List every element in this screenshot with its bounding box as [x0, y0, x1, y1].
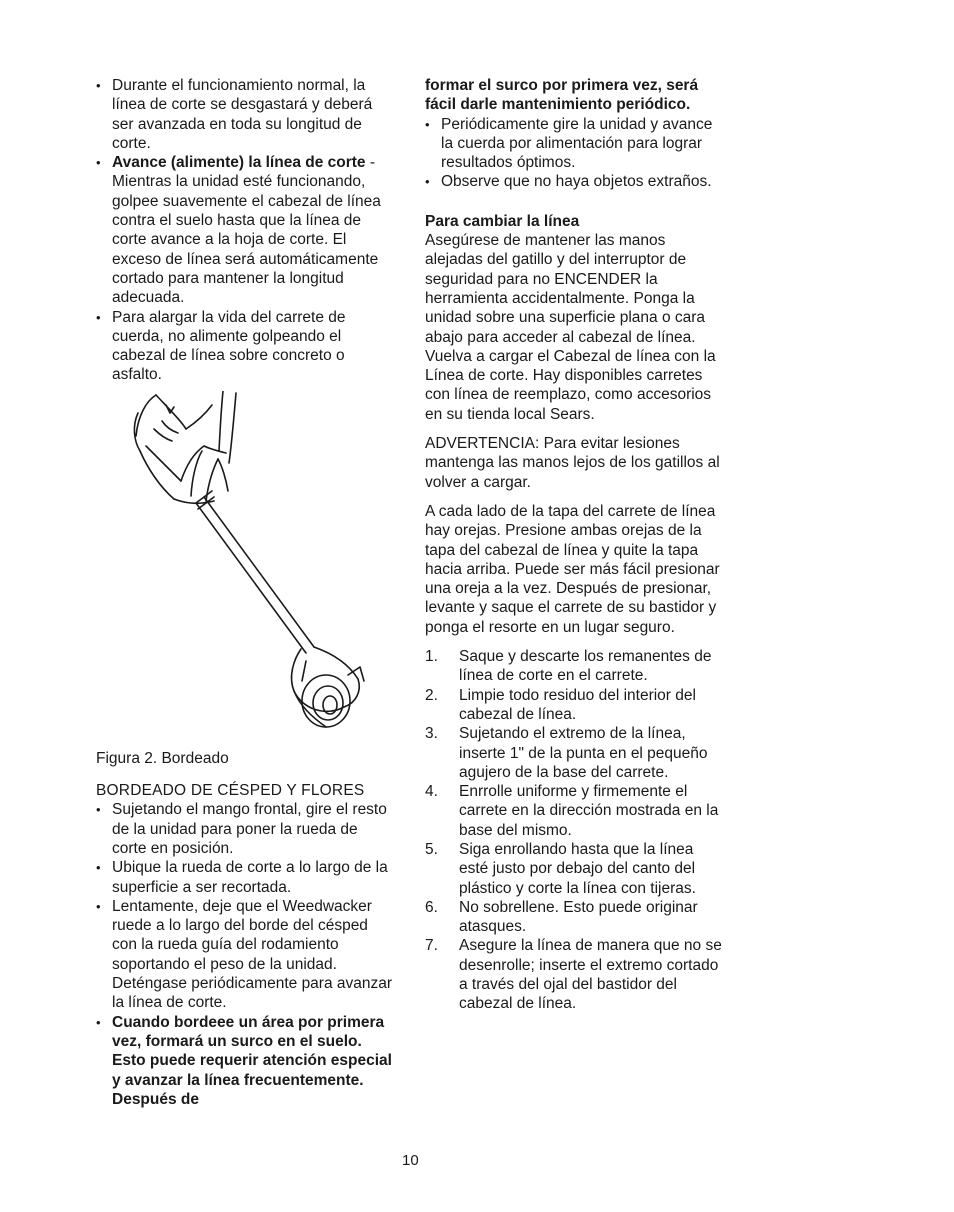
bullet-item: • Sujetando el mango frontal, gire el resto de la unidad para poner la rueda de corte en posición.: [96, 800, 396, 858]
steps-list: [425, 647, 725, 1014]
bullet-item: • Para alargar la vida del carrete de cuerda, no alimente golpeando el cabezal de línea sobre concreto o asfalto.: [96, 308, 396, 385]
step-item: 2. Limpie todo residuo del interior del cabezal de línea.: [425, 686, 696, 723]
edging-bullet-list: [96, 800, 396, 1109]
warning-paragraph: [425, 434, 725, 492]
edging-illustration: [126, 391, 366, 743]
top-bullet-list: [96, 76, 396, 385]
section-heading: BORDEADO DE CÉSPED Y FLORES: [96, 782, 365, 800]
bullet-item: • Ubique la rueda de corte a lo largo de la superficie a ser recortada.: [96, 858, 396, 897]
step-item: 3. Sujetando el extremo de la línea, inserte 1" de la punta en el pequeño agujero de la base del carrete.: [425, 725, 708, 781]
bullet-item: • Observe que no haya objetos extraños.: [425, 172, 725, 191]
figure-caption: Figura 2. Bordeado: [96, 749, 229, 767]
maintenance-bullet-list: [425, 115, 725, 192]
bullet-item: • Lentamente, deje que el Weedwacker ruede a lo largo del borde del césped con la rueda guía del rodamiento soportando el peso de la unidad. Deténgase periódicamente para avanzar la línea de corte.: [96, 897, 396, 1013]
step-item: 1. Saque y descarte los remanentes de línea de corte en el carrete.: [425, 648, 712, 685]
step-item: 6. No sobrellene. Esto puede originar atasques.: [425, 898, 698, 936]
bullet-item: • Cuando bordeee un área por primera vez, formará un surco en el suelo. Esto puede requerir atención especial y avanzar la línea frecuentemente. Después de: [96, 1013, 396, 1109]
bullet-item: • Durante el funcionamiento normal, la línea de corte se desgastará y deberá ser avanzada en toda su longitud de corte.: [96, 76, 396, 153]
right-column: [425, 76, 725, 1014]
bullet-item: • Avance (alimente) la línea de corte - Mientras la unidad esté funcionando, golpee suavemente el cabezal de línea contra el suelo hasta que la línea de corte avance a la hoja de corte. El exceso de línea será automáticamente cortado para mantener la longitud adecuada.: [96, 153, 396, 307]
instructions-paragraph: Asegúrese de mantener las manos alejadas del gatillo y del interruptor de seguridad para no ENCENDER la herramienta accidentalmente. Ponga la unidad sobre una superficie plana o cara abajo para acceder al cabezal de línea. Vuelva a cargar el Cabezal de línea con la Línea de corte. Hay disponibles carretes con línea de reemplazo, como accesorios en su tienda local Sears.: [425, 232, 716, 423]
step-item: 5. Siga enrollando hasta que la línea esté justo por debajo del canto del plástico y corte la línea con tijeras.: [425, 840, 696, 897]
spool-paragraph: A cada lado de la tapa del carrete de línea hay orejas. Presione ambas orejas de la tapa del cabezal de línea y quite la tapa hacia arriba. Puede ser más fácil presionar una oreja a la vez. Después de presionar, levante y saque el carrete de su bastidor y ponga el resorte en un lugar seguro.: [425, 502, 720, 636]
step-item: 7. Asegure la línea de manera que no se desenrolle; inserte el extremo cortado a través del ojal del bastidor del cabezal de línea.: [425, 937, 722, 1013]
step-item: 4. Enrrolle uniforme y firmemente el carrete en la dirección mostrada en la base del mismo.: [425, 783, 719, 839]
change-line-heading: Para cambiar la línea: [425, 212, 580, 230]
bullet-item: • Periódicamente gire la unidad y avance la cuerda por alimentación para lograr resultados óptimos.: [425, 115, 725, 173]
warning-label: ADVERTENCIA:: [425, 435, 540, 453]
continued-bold-text: formar el surco por primera vez, será fácil darle mantenimiento periódico.: [425, 77, 699, 114]
left-column: [96, 76, 396, 1109]
page-number: 10: [402, 1152, 419, 1169]
warning-text: Para evitar lesiones mantenga las manos lejos de los gatillos al volver a cargar.: [425, 435, 720, 491]
